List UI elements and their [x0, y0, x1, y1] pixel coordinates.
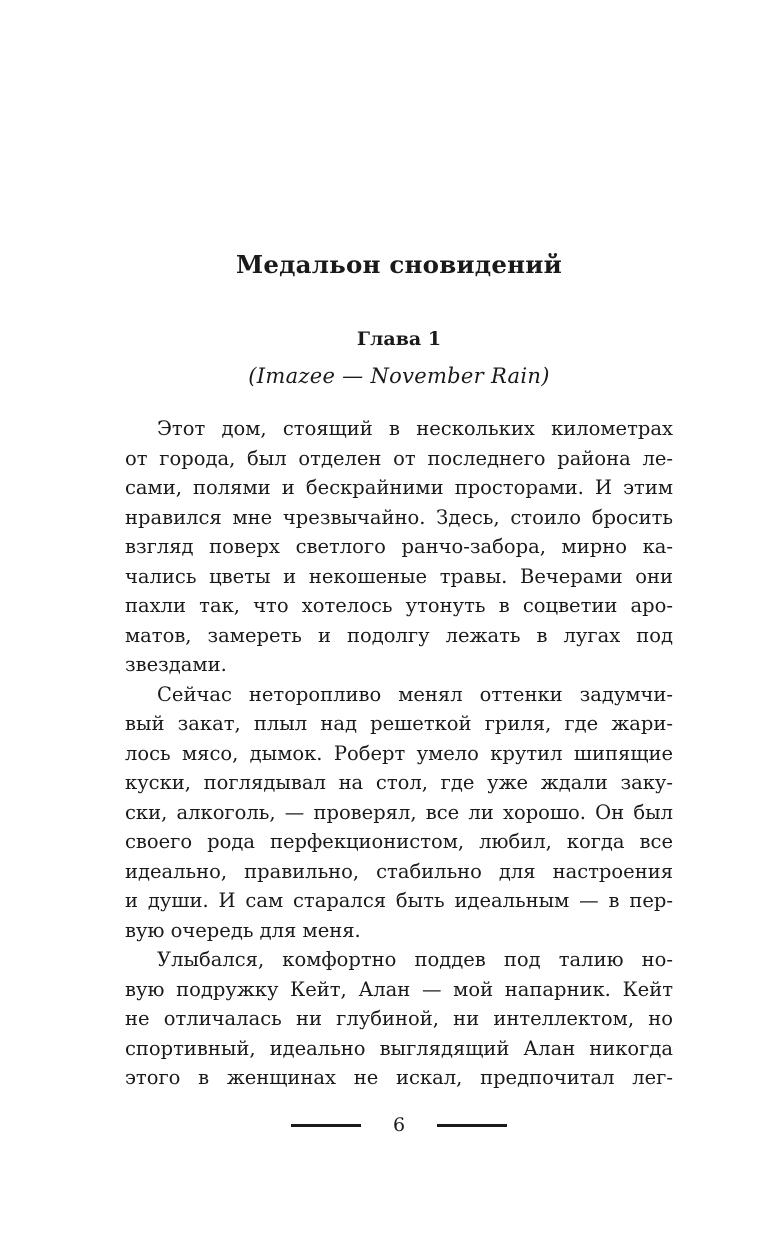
text-line: вую подружку Кейт, Алан — мой напарник. Кейт: [125, 977, 673, 1001]
text-line: матов, замереть и подолгу лежать в лугах под: [125, 623, 673, 647]
text-line: вый закат, плыл над решеткой гриля, где жари-: [125, 712, 673, 735]
text-line: нравился мне чрезвычайно. Здесь, стоило бросить: [125, 505, 673, 529]
text-line: и души. И сам старался быть идеальным — в пер-: [125, 889, 673, 912]
text-line: взгляд поверх светлого ранчо-забора, мирно ка-: [125, 535, 673, 558]
text-line: своего рода перфекционистом, любил, когда все: [125, 830, 673, 853]
text-line: вую очередь для меня.: [125, 918, 361, 942]
footer-rule-left: [291, 1124, 361, 1127]
epigraph: (Imazee — November Rain): [248, 364, 550, 388]
text-line: куски, поглядывал на стол, где уже ждали заку-: [125, 771, 673, 794]
paragraph-3: [125, 945, 673, 1093]
book-title: Медальон сновидений: [236, 250, 562, 279]
text-line: Этот дом, стоящий в нескольких километрах: [157, 417, 673, 440]
text-line: пахли так, что хотелось утонуть в соцветии аро-: [125, 594, 673, 617]
text-line: чались цветы и некошеные травы. Вечерами они: [125, 564, 673, 588]
text-line: не отличалась ни глубиной, ни интеллектом, но: [125, 1007, 673, 1030]
text-line: этого в женщинах не искал, предпочитал лег-: [125, 1066, 673, 1089]
text-line: от города, был отделен от последнего района ле-: [125, 446, 673, 470]
text-line: Сейчас неторопливо менял оттенки задумчи-: [157, 682, 673, 706]
text-line: лось мясо, дымок. Роберт умело крутил шипящие: [125, 741, 673, 765]
text-line: ски, алкоголь, — проверял, все ли хорошо. Он был: [125, 800, 673, 824]
text-line: идеально, правильно, стабильно для настроения: [125, 859, 673, 883]
text-line: сами, полями и бескрайними просторами. И этим: [125, 476, 673, 499]
paragraph-2: [125, 680, 673, 946]
paragraph-1: [125, 414, 673, 680]
text-line: Улыбался, комфортно поддев под талию но-: [157, 948, 673, 971]
footer-rule-right: [437, 1124, 507, 1127]
text-line: звездами.: [125, 653, 227, 676]
page-number: 6: [392, 1114, 406, 1136]
chapter-title: Глава 1: [356, 328, 442, 350]
text-line: спортивный, идеально выглядящий Алан никогда: [125, 1036, 673, 1060]
page-footer: [0, 1110, 768, 1140]
body-text: [125, 414, 673, 1093]
